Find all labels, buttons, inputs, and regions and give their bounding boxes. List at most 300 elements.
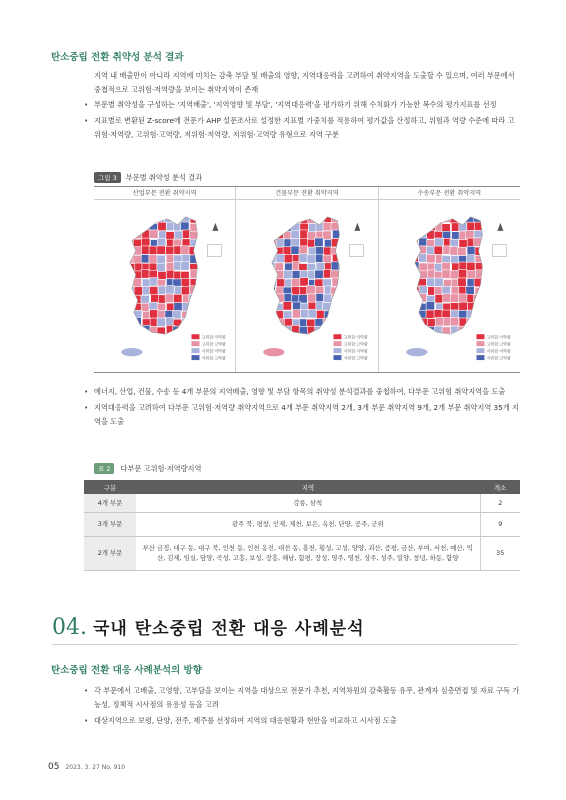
map-region bbox=[291, 239, 299, 247]
intro-paragraph: 지역 내 배출만이 아니라 지역에 미치는 감축 부담 및 배출의 영향, 지역대응력을 고려하여 취약지역을 도출할 수 있으며, 여러 부문에서 중첩적으로 고위험·저역량을 보이는 취약지역이 존재 bbox=[94, 71, 515, 94]
map-region bbox=[158, 222, 166, 230]
map-region bbox=[308, 309, 316, 317]
map-region bbox=[277, 294, 285, 302]
map-region bbox=[482, 326, 490, 334]
map-region bbox=[419, 286, 427, 294]
map-region bbox=[411, 294, 419, 302]
row-type: 3개 부문 bbox=[84, 512, 136, 536]
map-region bbox=[466, 262, 474, 270]
map-region bbox=[284, 311, 292, 319]
map-region bbox=[127, 319, 135, 327]
map-region bbox=[411, 287, 419, 295]
map-region bbox=[434, 287, 442, 295]
table-caption bbox=[94, 463, 201, 474]
map-region bbox=[308, 294, 316, 302]
figure-caption-text: 부문별 취약성 분석 결과 bbox=[125, 172, 203, 182]
map-region bbox=[467, 222, 475, 230]
legend-swatch bbox=[192, 341, 200, 346]
map-region bbox=[126, 271, 134, 279]
map-region bbox=[465, 334, 473, 342]
map-region bbox=[426, 310, 434, 318]
bullet-item: • 각 부문에서 고배출, 고영향, 고부담을 보이는 지역을 대상으로 전문가 추천, 지역차원의 감축활동 유무, 관계자 심층면접 및 자료 구득 가능성, 정책적 시사점의 유용성 등을 고려 bbox=[84, 684, 520, 712]
map-region bbox=[126, 295, 134, 303]
map-region bbox=[198, 319, 206, 327]
map-region bbox=[135, 326, 143, 334]
map-region bbox=[317, 310, 325, 318]
map-region bbox=[166, 286, 174, 294]
map-region bbox=[276, 224, 284, 232]
legend-swatch bbox=[476, 341, 484, 346]
map-region bbox=[269, 302, 277, 310]
map-region bbox=[174, 294, 182, 302]
map-region bbox=[197, 301, 205, 309]
map-region bbox=[158, 271, 166, 279]
map-region bbox=[197, 271, 205, 279]
map-region bbox=[292, 278, 300, 286]
map-region bbox=[419, 223, 427, 231]
map-region bbox=[483, 230, 491, 238]
map-region bbox=[458, 223, 466, 231]
map-region bbox=[331, 270, 339, 278]
legend-label: 고위험·저역량 bbox=[343, 334, 369, 340]
map-region bbox=[332, 302, 340, 310]
map-region bbox=[450, 270, 458, 278]
map-region bbox=[198, 239, 206, 247]
map-region bbox=[276, 254, 284, 262]
map-region bbox=[181, 246, 189, 254]
map-region bbox=[426, 278, 434, 286]
figure-badge: 그림 3 bbox=[94, 172, 121, 183]
table-row bbox=[84, 536, 520, 570]
legend-swatch bbox=[334, 341, 342, 346]
map-region bbox=[190, 255, 198, 263]
legend-label: 저위험·저역량 bbox=[486, 348, 511, 354]
map-figure bbox=[94, 186, 520, 373]
map-region bbox=[125, 310, 133, 318]
map-region bbox=[450, 294, 458, 302]
map-region bbox=[275, 214, 283, 222]
map-region bbox=[284, 215, 292, 223]
map-region bbox=[467, 246, 475, 254]
map-region bbox=[269, 231, 277, 239]
map-region bbox=[308, 335, 316, 343]
map-region bbox=[198, 262, 206, 270]
map-region bbox=[149, 302, 157, 310]
map-region bbox=[339, 254, 347, 262]
map-region bbox=[141, 255, 149, 263]
map-region bbox=[451, 232, 459, 240]
map-region bbox=[150, 230, 158, 238]
legend-swatch bbox=[334, 355, 342, 360]
legend-swatch bbox=[334, 348, 342, 353]
map-region bbox=[316, 247, 324, 255]
map-region bbox=[457, 278, 465, 286]
map-region bbox=[315, 319, 323, 327]
legend-label: 저위험·고역량 bbox=[201, 355, 226, 361]
north-arrow-icon bbox=[497, 223, 503, 231]
map-region bbox=[165, 294, 173, 302]
map-region bbox=[151, 294, 159, 302]
page-footer bbox=[48, 762, 125, 772]
korea-map-building bbox=[236, 201, 377, 372]
legend-swatch bbox=[192, 355, 200, 360]
column-header: 구분 bbox=[84, 480, 136, 494]
map-region bbox=[315, 270, 323, 278]
map-region bbox=[125, 232, 133, 240]
map-title: 산업부문 전환 취약지역 bbox=[94, 187, 235, 200]
table-row bbox=[84, 494, 520, 512]
map-region bbox=[269, 279, 277, 287]
map-region bbox=[418, 335, 426, 343]
map-region bbox=[410, 310, 418, 318]
legend-swatch bbox=[476, 348, 484, 353]
chapter-number: 04. bbox=[52, 615, 87, 640]
map-title: 수송부문 전환 취약지역 bbox=[379, 187, 520, 200]
map-region bbox=[474, 310, 482, 318]
bullet-item: • 대상지역으로 보령, 단양, 전주, 제주를 선정하여 지역의 대응현황과 현안을 비교하고 시사점 도출 bbox=[84, 714, 520, 728]
map-region bbox=[181, 287, 189, 295]
map-region bbox=[292, 334, 300, 342]
jeju-island bbox=[121, 348, 143, 357]
map-region bbox=[307, 255, 315, 263]
map-region bbox=[340, 310, 348, 318]
map-region bbox=[340, 231, 348, 239]
map-region bbox=[267, 271, 275, 279]
map-region bbox=[340, 326, 348, 334]
map-region bbox=[442, 270, 450, 278]
map-region bbox=[276, 326, 284, 334]
map-region bbox=[190, 215, 198, 223]
map-region bbox=[150, 335, 158, 343]
map-region bbox=[126, 335, 134, 343]
map-region bbox=[340, 286, 348, 294]
regions-table bbox=[84, 480, 520, 571]
map-region bbox=[411, 215, 419, 223]
map-region bbox=[157, 246, 165, 254]
map-region bbox=[324, 334, 332, 342]
legend-label: 고위험·고역량 bbox=[343, 341, 369, 347]
map-region bbox=[181, 262, 189, 270]
legend-swatch bbox=[334, 334, 342, 339]
map-region bbox=[482, 215, 490, 223]
legend-label: 저위험·고역량 bbox=[486, 355, 511, 361]
legend-swatch bbox=[192, 334, 200, 339]
map-region bbox=[339, 246, 347, 254]
map-region bbox=[150, 310, 158, 318]
map-region bbox=[301, 309, 309, 317]
map-panel-building bbox=[235, 187, 377, 372]
map-region bbox=[434, 246, 442, 254]
map-region bbox=[482, 223, 490, 231]
map-region bbox=[457, 247, 465, 255]
korea-map-svg bbox=[94, 201, 235, 372]
map-region bbox=[332, 319, 340, 327]
map-region bbox=[181, 279, 189, 287]
map-region bbox=[134, 222, 142, 230]
map-region bbox=[134, 215, 142, 223]
map-region bbox=[482, 311, 490, 319]
map-region bbox=[299, 334, 307, 342]
map-region bbox=[418, 215, 426, 223]
map-region bbox=[434, 278, 442, 286]
map-region bbox=[418, 326, 426, 334]
map-region bbox=[141, 222, 149, 230]
map-region bbox=[143, 334, 151, 342]
section-title: 탄소중립 전환 대응 사례분석의 방향 bbox=[51, 665, 202, 676]
table-caption-text: 다부문 고위험·저역량지역 bbox=[120, 463, 202, 473]
map-region bbox=[459, 318, 467, 326]
map-region bbox=[483, 239, 491, 247]
map-region bbox=[141, 303, 149, 311]
map-region bbox=[434, 238, 442, 246]
map-region bbox=[157, 238, 165, 246]
map-region bbox=[441, 334, 449, 342]
map-region bbox=[134, 334, 142, 342]
map-region bbox=[300, 278, 308, 286]
row-regions: 부산 금정, 대구 동, 대구 북, 인천 동, 인천 옹진, 대전 동, 홍천, 횡성, 고성, 양양, 괴산, 증평, 금산, 부여, 서천, 예산, 익산, 김제, 임실, 담양, 곡성, 고흥, 보성, 장흥, 해남, 함평, 장성, 영주, 영천, 상주, 성주, 밀양, 창녕, 하동, 함양 bbox=[136, 536, 480, 570]
map-region bbox=[411, 246, 419, 254]
map-region bbox=[197, 294, 205, 302]
map-region bbox=[276, 239, 284, 247]
map-region bbox=[277, 279, 285, 287]
map-region bbox=[340, 270, 348, 278]
legend-label: 저위험·고역량 bbox=[343, 355, 369, 361]
map-region bbox=[166, 246, 174, 254]
map-region bbox=[315, 238, 323, 246]
map-region bbox=[126, 302, 134, 310]
map-region bbox=[332, 238, 340, 246]
map-region bbox=[143, 215, 151, 223]
map-region bbox=[426, 246, 434, 254]
map-region bbox=[426, 231, 434, 239]
map-region bbox=[473, 319, 481, 327]
korea-map-industry bbox=[94, 201, 235, 372]
map-region bbox=[126, 223, 134, 231]
island-inset bbox=[350, 245, 364, 257]
north-arrow-icon bbox=[212, 223, 218, 231]
map-region bbox=[475, 270, 483, 278]
section-title: 탄소중립 전환 취약성 분석 결과 bbox=[51, 52, 184, 63]
map-region bbox=[142, 230, 150, 238]
row-regions: 강릉, 삼척 bbox=[136, 494, 480, 512]
map-region bbox=[442, 224, 450, 232]
bullet-list bbox=[84, 385, 520, 431]
map-region bbox=[267, 247, 275, 255]
map-region bbox=[465, 326, 473, 334]
map-region bbox=[125, 326, 133, 334]
map-region bbox=[458, 310, 466, 318]
map-title: 건물부문 전환 취약지역 bbox=[236, 187, 377, 200]
legend-swatch bbox=[192, 348, 200, 353]
map-region bbox=[482, 302, 490, 310]
map-region bbox=[483, 286, 491, 294]
map-region bbox=[441, 262, 449, 270]
map-region bbox=[465, 230, 473, 238]
map-region bbox=[426, 333, 434, 341]
map-region bbox=[411, 327, 419, 335]
map-region bbox=[466, 286, 474, 294]
map-region bbox=[141, 270, 149, 278]
map-region bbox=[299, 254, 307, 262]
row-type: 2개 부문 bbox=[84, 536, 136, 570]
map-region bbox=[269, 326, 277, 334]
map-region bbox=[166, 333, 174, 341]
map-region bbox=[269, 216, 277, 224]
map-region bbox=[339, 302, 347, 310]
jeju-island bbox=[263, 348, 285, 357]
row-regions: 광주 북, 평창, 인제, 제천, 보은, 옥천, 단양, 공주, 군위 bbox=[136, 512, 480, 536]
map-region bbox=[458, 294, 466, 302]
map-region bbox=[284, 335, 292, 343]
map-region bbox=[411, 222, 419, 230]
map-region bbox=[450, 317, 458, 325]
legend-label: 고위험·고역량 bbox=[486, 341, 511, 347]
map-region bbox=[419, 263, 427, 271]
map-region bbox=[291, 246, 299, 254]
map-region bbox=[190, 302, 198, 310]
map-region bbox=[450, 247, 458, 255]
bullet-item: • 에너지, 산업, 건물, 수송 등 4개 부문의 지역배출, 영향 및 부담 항목의 취약성 분석결과를 중첩하여, 다부문 고위험 취약지역을 도출 bbox=[84, 385, 520, 399]
map-region bbox=[198, 254, 206, 262]
map-region bbox=[267, 319, 275, 327]
map-region bbox=[159, 335, 167, 343]
chapter-title: 국내 탄소중립 전환 대응 사례분석 bbox=[93, 619, 365, 639]
map-region bbox=[275, 334, 283, 342]
map-region bbox=[198, 224, 206, 232]
row-count: 35 bbox=[480, 536, 520, 570]
map-region bbox=[339, 279, 347, 287]
map-region bbox=[323, 222, 331, 230]
map-region bbox=[275, 263, 283, 271]
bullet-list bbox=[84, 684, 520, 730]
legend-label: 고위험·저역량 bbox=[486, 334, 511, 340]
map-region bbox=[457, 326, 465, 334]
map-region bbox=[482, 270, 490, 278]
map-region bbox=[300, 238, 308, 246]
table-row bbox=[84, 512, 520, 536]
island-inset bbox=[492, 245, 506, 257]
map-region bbox=[181, 222, 189, 230]
map-region bbox=[483, 255, 491, 263]
island-inset bbox=[207, 245, 221, 257]
map-region bbox=[324, 294, 332, 302]
map-region bbox=[267, 295, 275, 303]
map-region bbox=[481, 279, 489, 287]
map-region bbox=[316, 254, 324, 262]
map-region bbox=[134, 287, 142, 295]
map-region bbox=[197, 278, 205, 286]
map-region bbox=[426, 254, 434, 262]
map-panel-transport bbox=[378, 187, 520, 372]
map-region bbox=[316, 334, 324, 342]
table-header-row bbox=[84, 480, 520, 494]
column-header: 지역 bbox=[136, 480, 480, 494]
map-region bbox=[157, 263, 165, 271]
legend-label: 고위험·고역량 bbox=[201, 341, 226, 347]
map-region bbox=[324, 247, 332, 255]
divider bbox=[52, 644, 518, 645]
table-badge: 표 2 bbox=[94, 463, 114, 474]
issue-info: 2023. 3. 27 No. 910 bbox=[65, 764, 126, 771]
map-region bbox=[126, 214, 134, 222]
map-region bbox=[466, 318, 474, 326]
map-region bbox=[149, 246, 157, 254]
map-region bbox=[418, 238, 426, 246]
map-region bbox=[293, 310, 301, 318]
map-region bbox=[410, 335, 418, 343]
korea-map-svg bbox=[236, 201, 377, 372]
map-region bbox=[173, 326, 181, 334]
column-header: 개소 bbox=[480, 480, 520, 494]
map-region bbox=[182, 334, 190, 342]
map-region bbox=[435, 318, 443, 326]
map-region bbox=[483, 319, 491, 327]
map-region bbox=[451, 333, 459, 341]
map-region bbox=[269, 334, 277, 342]
legend-label: 고위험·저역량 bbox=[201, 334, 226, 340]
page-number: 05 bbox=[48, 762, 60, 772]
map-region bbox=[157, 318, 165, 326]
map-region bbox=[197, 311, 205, 319]
map-region bbox=[475, 303, 483, 311]
map-region bbox=[458, 270, 466, 278]
bullet-item: • 지역대응력을 고려하여 다부문 고위험·저역량 취약지역으로 4개 부문 취약지역 2개, 3개 부문 취약지역 9개, 2개 부문 취약지역 35개 지역을 도출 bbox=[84, 401, 520, 429]
map-region bbox=[426, 216, 434, 224]
korea-map-transport bbox=[379, 201, 520, 372]
map-region bbox=[410, 239, 418, 247]
map-region bbox=[325, 326, 333, 334]
map-region bbox=[166, 262, 174, 270]
map-region bbox=[434, 310, 442, 318]
map-region bbox=[197, 286, 205, 294]
map-region bbox=[418, 254, 426, 262]
map-region bbox=[141, 295, 149, 303]
map-region bbox=[473, 294, 481, 302]
legend-label: 저위험·저역량 bbox=[201, 348, 226, 354]
map-region bbox=[323, 231, 331, 239]
jeju-island bbox=[406, 348, 428, 357]
map-region bbox=[341, 238, 349, 246]
map-region bbox=[198, 232, 206, 240]
map-region bbox=[339, 262, 347, 270]
map-region bbox=[285, 254, 293, 262]
map-region bbox=[291, 231, 299, 239]
map-region bbox=[133, 255, 141, 263]
north-arrow-icon bbox=[355, 223, 361, 231]
map-region bbox=[411, 230, 419, 238]
map-region bbox=[467, 271, 475, 279]
map-region bbox=[141, 238, 149, 246]
map-region bbox=[293, 271, 301, 279]
map-region bbox=[157, 255, 165, 263]
map-panel-industry bbox=[94, 187, 235, 372]
legend-label: 저위험·저역량 bbox=[343, 348, 369, 354]
legend-swatch bbox=[476, 355, 484, 360]
map-region bbox=[174, 303, 182, 311]
map-region bbox=[332, 278, 340, 286]
map-region bbox=[481, 295, 489, 303]
map-region bbox=[198, 247, 206, 255]
map-region bbox=[410, 302, 418, 310]
map-region bbox=[426, 301, 434, 309]
map-region bbox=[299, 246, 307, 254]
map-region bbox=[182, 303, 190, 311]
bullet-list bbox=[84, 98, 520, 144]
map-region bbox=[435, 295, 443, 303]
map-region bbox=[283, 302, 291, 310]
map-region bbox=[458, 334, 466, 342]
map-region bbox=[459, 262, 467, 270]
